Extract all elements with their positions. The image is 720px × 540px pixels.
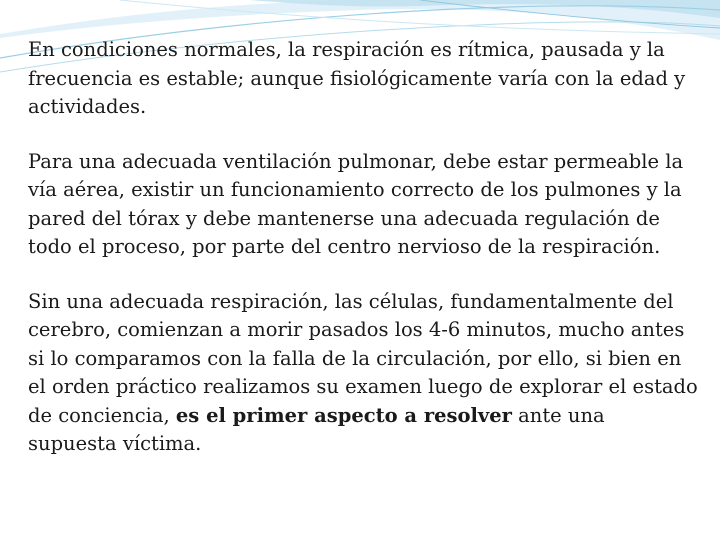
paragraph-3-text-before: Sin una adecuada respiración, las células, fundamentalmente del cerebro, comienzan a morir pasados los 4-6 minutos, mucho antes si lo comparamos con la falla de la circulación, por ello, si bien en el orden práctico realizamos su examen luego de explorar el estado de conciencia, (28, 289, 698, 427)
paragraph-normal-breathing: En condiciones normales, la respiración es rítmica, pausada y la frecuencia es estable; aunque fisiológicamente varía con la edad y actividades. (28, 38, 686, 118)
paragraph-pulmonary-ventilation: Para una adecuada ventilación pulmonar, debe estar permeable la vía aérea, existir un funcionamiento correcto de los pulmones y la pared del tórax y debe mantenerse una adecuada regulación de todo el proceso, por parte del centro nervioso de la respiración. (28, 149, 684, 258)
paragraph-importance-of-breathing (28, 288, 698, 459)
slide-body (28, 36, 698, 485)
paragraph-3-text-after: ante una supuesta víctima. (28, 403, 605, 455)
paragraph-3-emphasis: es el primer aspecto a resolver (175, 403, 512, 427)
